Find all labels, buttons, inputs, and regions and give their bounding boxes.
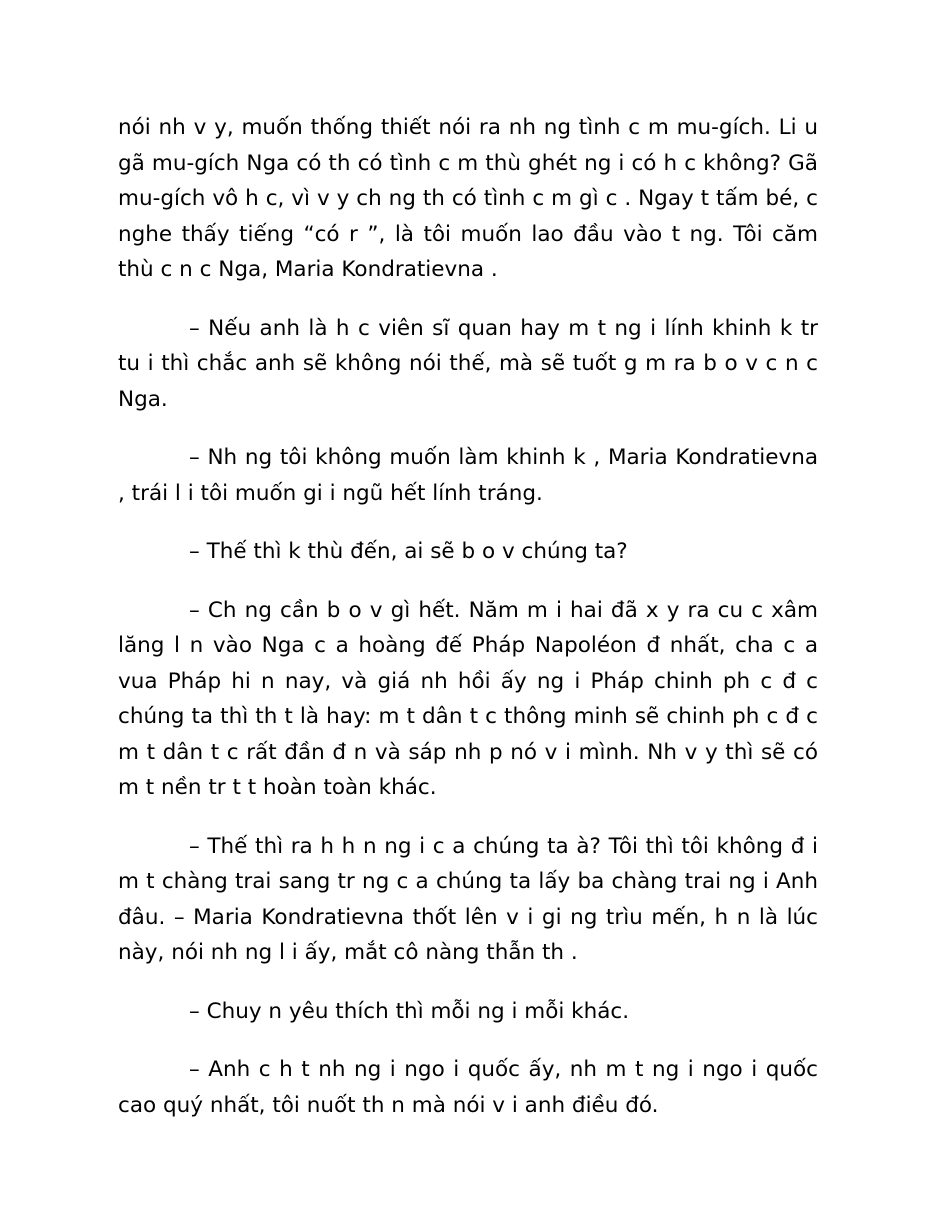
paragraph-1: nói nh v y, muốn thống thiết nói ra nh ng tình c m mu-gích. Li u gã mu-gích Nga có th có tình c m thù ghét ng i có h c không? Gã mu-gích vô h c, vì v y ch ng th có tình c m gì c . Ngay t tấm bé, c nghe thấy tiếng “có r ”, là tôi muốn lao đầu vào t ng. Tôi căm thù c n c Nga, Maria Kondratievna . [118,115,818,282]
paragraph-4: – Thế thì k thù đến, ai sẽ b o v chúng ta? [189,539,628,564]
paragraph-5: – Ch ng cần b o v gì hết. Năm m i hai đã x y ra cu c xâm lăng l n vào Nga c a hoàng đế Pháp Napoléon đ nhất, cha c a vua Pháp hi n nay, và giá nh hồi ấy ng i Pháp chinh ph c đ c chúng ta thì th t là hay: m t dân t c thông minh sẽ chinh ph c đ c m t dân t c rất đần đ n và sáp nh p nó v i mình. Nh v y thì sẽ có m t nền tr t t hoàn toàn khác. [118,597,818,800]
paragraph-3: – Nh ng tôi không muốn làm khinh k , Maria Kondratievna , trái l i tôi muốn gi i ngũ hết lính tráng. [118,445,818,506]
paragraph-7: – Chuy n yêu thích thì mỗi ng i mỗi khác. [189,998,630,1024]
paragraph-2: – Nếu anh là h c viên sĩ quan hay m t ng i lính khinh k tr tu i thì chắc anh sẽ không nói thế, mà sẽ tuốt g m ra b o v c n c Nga. [118,315,818,412]
document-body [118,110,818,1146]
paragraph-8: – Anh c h t nh ng i ngo i quốc ấy, nh m t ng i ngo i quốc cao quý nhất, tôi nuốt th n mà nói v i anh điều đó. [118,1057,818,1118]
paragraph-6: – Thế thì ra h h n ng i c a chúng ta à? Tôi thì tôi không đ i m t chàng trai sang tr ng c a chúng ta lấy ba chàng trai ng i Anh đâu. – Maria Kondratievna thốt lên v i gi ng trìu mến, h n là lúc này, nói nh ng l i ấy, mắt cô nàng thẫn th . [118,833,818,965]
